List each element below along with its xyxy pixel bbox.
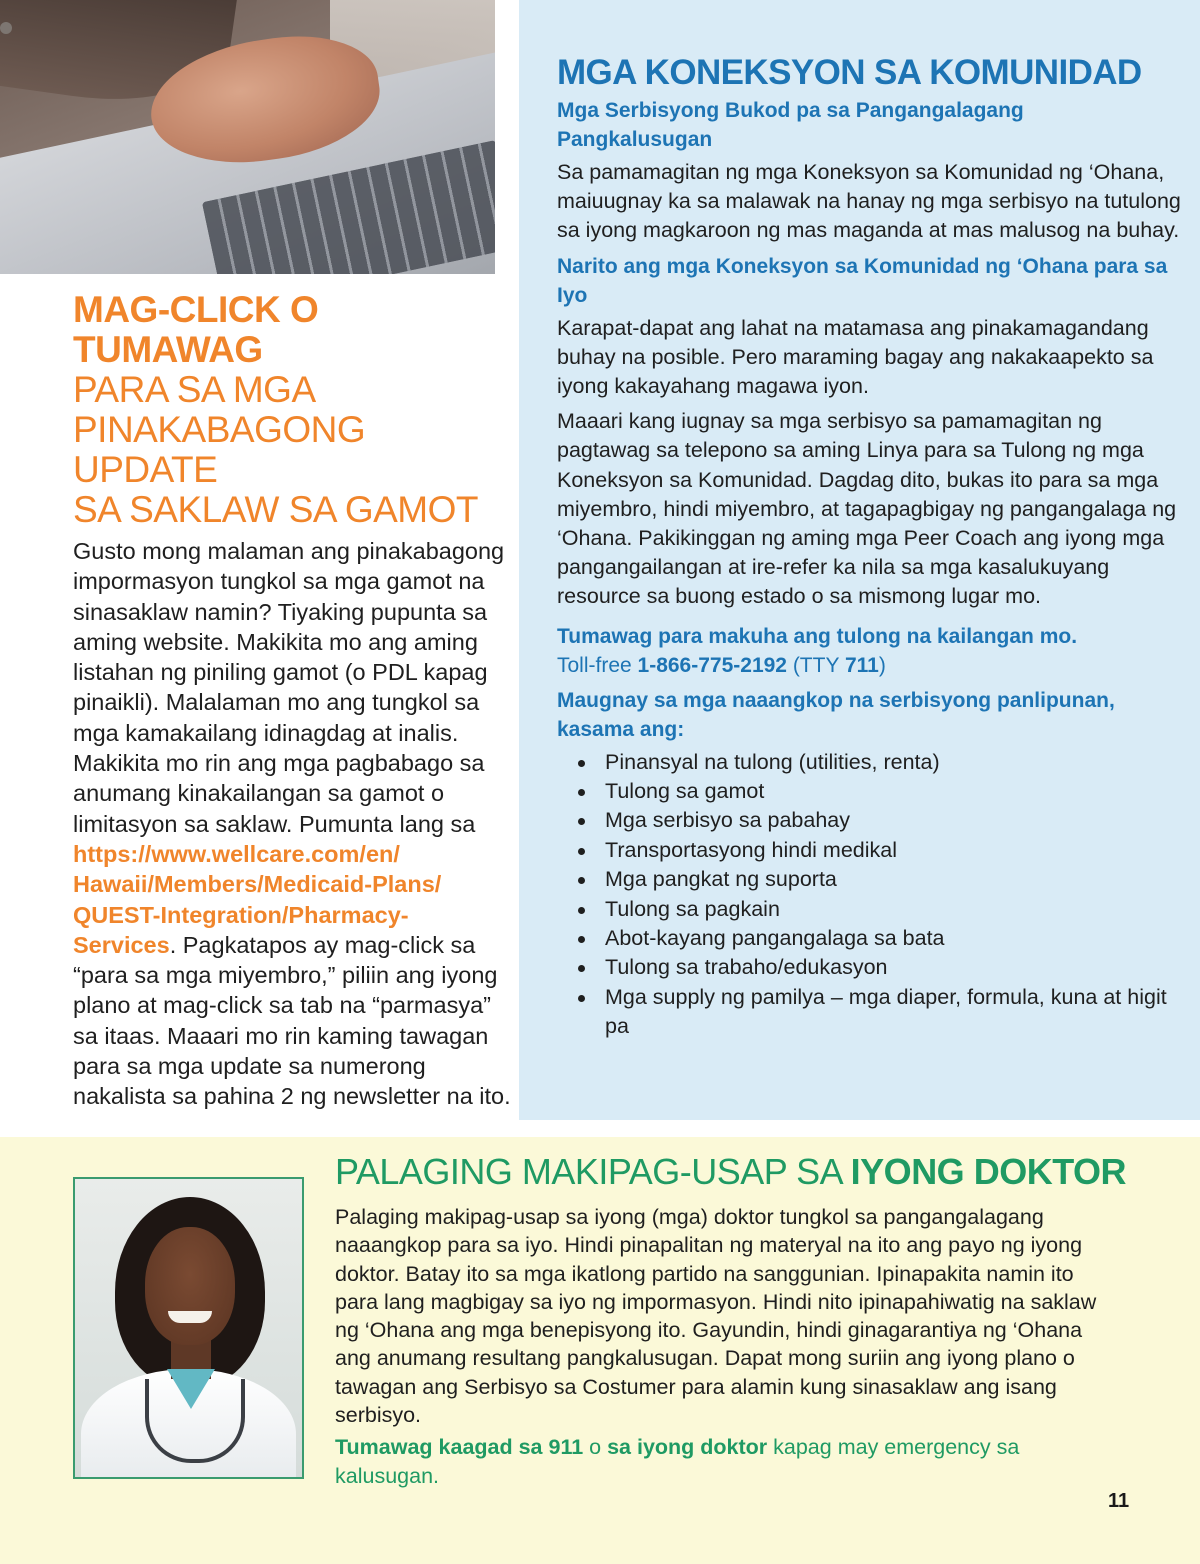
list-item: Mga pangkat ng suporta xyxy=(557,865,1182,894)
bullet-icon xyxy=(578,877,585,884)
list-item: Pinansyal na tulong (utilities, renta) xyxy=(557,748,1182,777)
emergency-line: Tumawag kaagad sa 911 o sa iyong doktor kapag may emergency sa kalusugan. xyxy=(335,1435,1020,1488)
list-item: Tulong sa trabaho/edukasyon xyxy=(557,953,1182,982)
community-connections-panel xyxy=(519,0,1200,1120)
doctor-paragraph: Palaging makipag-usap sa iyong (mga) doktor tungkol sa pangangalagang naaangkop para sa iyo. Hindi pinapalitan ng materyal na ito ang payo ng iyong doktor. Batay ito sa mga ikatlong partido na sanggunian. Ipinapakita namin ito para lang magbigay sa iyo ng impormasyon. Hindi nito ipinapahiwatig na saklaw ng ‘Ohana ang mga benepisyong ito. Gayundin, hindi ginagarantiya ng ‘Ohana ang anumang resultang pangkalusugan. Dapat mong suriin ang iyong plano o tawagan ang Serbisyo sa Costumer para alamin kung sinasaklaw ang isang serbisyo. xyxy=(335,1205,1097,1428)
list-item: Transportasyong hindi medikal xyxy=(557,836,1182,865)
pharmacy-update-heading xyxy=(73,290,513,530)
community-subheading-2: Narito ang mga Koneksyon sa Komunidad ng ‘Ohana para sa Iyo xyxy=(557,254,1168,307)
doctor-title xyxy=(335,1151,1135,1193)
bullet-icon xyxy=(578,965,585,972)
community-title: MGA KONEKSYON SA KOMUNIDAD xyxy=(557,53,1142,92)
list-item: Abot-kayang pangangalaga sa bata xyxy=(557,924,1182,953)
body-text-after-link: . Pagkatapos ay mag-click sa “para sa mga miyembro,” piliin ang iyong plano at mag-click sa tab na “parmasya” sa itaas. Maaari mo rin kaming tawagan para sa mga update sa numerong nakalista sa pahina 2 ng newsletter na ito. xyxy=(73,931,511,1110)
doctor-panel xyxy=(0,1137,1200,1564)
heading-light-line-2: PINAKABAGONG UPDATE xyxy=(73,409,366,490)
connect-line: Maugnay sa mga naaangkop na serbisyong panlipunan, kasama ang: xyxy=(557,688,1115,741)
heading-light-line-3: SA SAKLAW SA GAMOT xyxy=(73,489,478,530)
bullet-icon xyxy=(578,936,585,943)
tty-number[interactable]: 711 xyxy=(844,653,879,677)
bullet-icon xyxy=(578,789,585,796)
laptop-photo xyxy=(0,0,495,274)
emergency-911: Tumawag kaagad sa 911 xyxy=(335,1435,584,1460)
bullet-icon xyxy=(578,995,585,1002)
pharmacy-update-body xyxy=(73,536,513,1112)
bullet-icon xyxy=(578,760,585,767)
link-part-2: Hawaii/Members/Medicaid-Plans/ xyxy=(73,871,442,898)
heading-bold-line-1: MAG-CLICK O xyxy=(73,289,319,330)
link-part-1: https://www.wellcare.com/en/ xyxy=(73,840,400,867)
list-item: Tulong sa gamot xyxy=(557,777,1182,806)
tty-close: ) xyxy=(878,653,886,677)
community-paragraph-3: Maaari kang iugnay sa mga serbisyo sa pamamagitan ng pagtawag sa telepono sa aming Linya para sa Tulong ng mga Koneksyon sa Komunidad. Dagdag dito, bukas ito para sa mga miyembro, hindi miyembro, at tagapagbigay ng pangangalaga ng ‘Ohana. Pakikinggan ng aming mga Peer Coach ang iyong mga pangangailangan at ire-refer ka nila sa mga kasalukuyang resource sa buong estado o sa mismong lugar mo. xyxy=(557,409,1177,609)
link-part-4: Services xyxy=(73,931,170,958)
bullet-icon xyxy=(578,907,585,914)
tollfree-number[interactable]: 1-866-775-2192 xyxy=(637,653,787,677)
community-subheading-1: Mga Serbisyong Bukod pa sa Pangangalagang Pangkalusugan xyxy=(557,99,1024,151)
call-line: Tumawag para makuha ang tulong na kailangan mo. xyxy=(557,624,1078,648)
page-number: 11 xyxy=(1108,1490,1130,1512)
services-list xyxy=(557,748,1182,1042)
list-item: Mga supply ng pamilya – mga diaper, formula, kuna at higit pa xyxy=(557,983,1182,1042)
bullet-icon xyxy=(578,818,585,825)
tty-open: (TTY xyxy=(786,653,845,677)
heading-light-line-1: PARA SA MGA xyxy=(73,369,316,410)
doctor-photo xyxy=(73,1177,304,1479)
list-item: Mga serbisyo sa pabahay xyxy=(557,806,1182,835)
tollfree-label: Toll-free xyxy=(557,653,638,677)
community-paragraph-1: Sa pamamagitan ng mga Koneksyon sa Komunidad ng ‘Ohana, maiuugnay ka sa malawak na hanay ng mga serbisyo na tutulong sa iyong magkaroon ng mas maganda at mas malusog na buhay. xyxy=(557,160,1181,243)
doctor-title-light: PALAGING MAKIPAG-USAP SA xyxy=(335,1151,851,1192)
community-paragraph-2: Karapat-dapat ang lahat na matamasa ang pinakamagandang buhay na posible. Pero maraming bagay ang nakakaapekto sa iyong kakayahang magawa iyon. xyxy=(557,315,1154,399)
doctor-title-bold: IYONG DOKTOR xyxy=(850,1151,1127,1192)
link-part-3: QUEST-Integration/Pharmacy- xyxy=(73,901,409,928)
list-item: Tulong sa pagkain xyxy=(557,895,1182,924)
body-text-before-link: Gusto mong malaman ang pinakabagong impormasyon tungkol sa mga gamot na sinasaklaw namin? Tiyaking pupunta sa aming website. Makikita mo ang aming listahan ng piniling gamot (o PDL kapag pinaikli). Malalaman mo ang tungkol sa mga kamakailang idinagdag at inalis. Makikita mo rin ang mga pagbabago sa anumang kinakailangan sa gamot o limitasyon sa saklaw. Pumunta lang sa xyxy=(73,538,505,837)
bullet-icon xyxy=(578,848,585,855)
emergency-doctor: sa iyong doktor xyxy=(607,1435,768,1460)
heading-bold-line-2: TUMAWAG xyxy=(73,329,263,370)
pharmacy-update-section xyxy=(73,290,513,1112)
tollfree-line xyxy=(557,651,1182,680)
